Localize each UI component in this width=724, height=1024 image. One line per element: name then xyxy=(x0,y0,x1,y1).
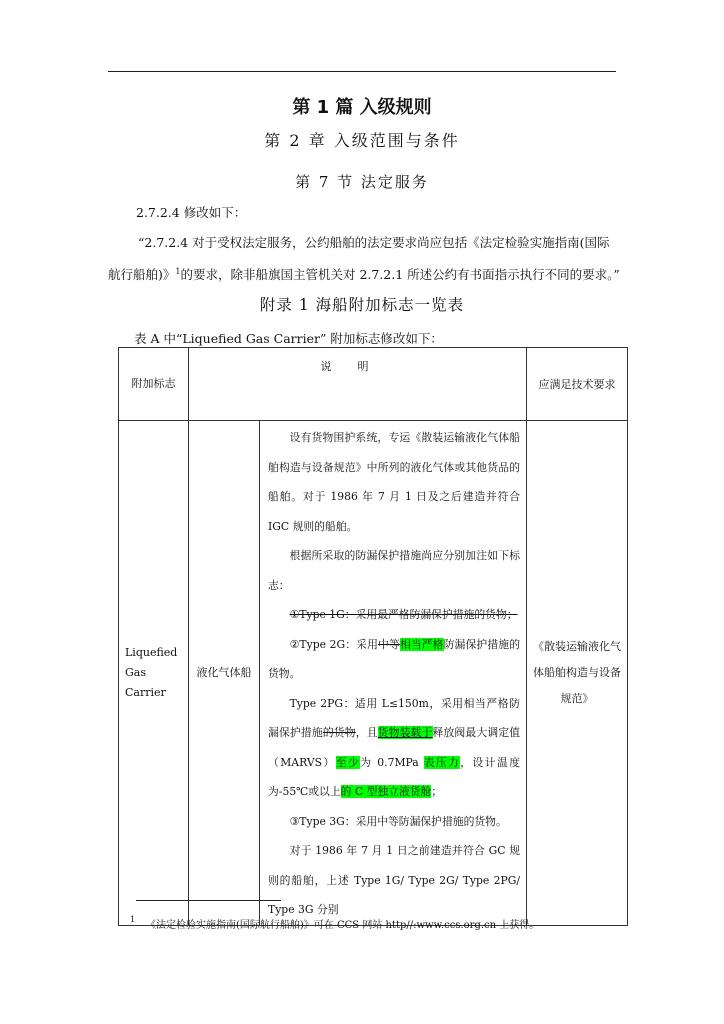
desc-type-2g-d: 防漏保护措施的货物。 xyxy=(268,637,521,680)
part-title: 第 1 篇 入级规则 xyxy=(292,97,432,118)
desc-deleted-text: 中等 xyxy=(378,637,400,651)
desc-deleted-text: 的货物 xyxy=(322,726,356,739)
chapter-title: 第 2 章 入级范围与条件 xyxy=(264,131,460,150)
desc-para-5 xyxy=(268,689,520,807)
desc-type-2pg-g: 为 0.7MPa xyxy=(360,755,424,769)
desc-type-2pg-k: ； xyxy=(431,785,443,798)
technical-requirement: 《散装运输液化气体船舶构造与设备规范》 xyxy=(527,421,628,926)
desc-para-4 xyxy=(268,630,520,689)
desc-inserted-text: 货物装载于 xyxy=(377,726,433,739)
description-cell xyxy=(260,421,527,926)
desc-inserted-text: 的 C 型独立液货舱 xyxy=(340,785,432,798)
desc-para-6: ③Type 3G：采用中等防漏保护措施的货物。 xyxy=(289,814,507,828)
desc-inserted-text: 至少 xyxy=(335,755,361,769)
desc-type-2pg-i: ，设计温度为-55℃或以上 xyxy=(268,755,521,798)
quote-line-1: “2.7.2.4 对于受权法定服务，公约船舶的法定要求尚应包括《法定检验实施指南(国际 xyxy=(138,235,610,250)
header-description: 说明 xyxy=(189,348,527,421)
desc-type-2g-a: ②Type 2G：采用 xyxy=(289,637,379,651)
table-intro: 表 A 中“Liquefied Gas Carrier” 附加标志修改如下： xyxy=(134,331,443,346)
table-header-row xyxy=(119,348,628,421)
appendix-title: 附录 1 海船附加标志一览表 xyxy=(259,296,465,314)
desc-type-2pg-a: Type 2PG：适用 L≤150m，采用相当严格防漏保护措施 xyxy=(268,696,520,739)
quote-line-2-pre: 航行船舶)》 xyxy=(108,267,176,283)
desc-inserted-text: 表压力 xyxy=(423,755,461,769)
footnote-text: 《法定检验实施指南(国际航行船舶)》可在 CCS 网站 http//:www.ccs.org.cn 上获得。 xyxy=(146,920,540,931)
desc-para-3 xyxy=(268,600,520,630)
section-title: 第 7 节 法定服务 xyxy=(295,173,429,191)
ship-type: 液化气体船 xyxy=(189,421,260,926)
desc-para-7: 对于 1986 年 7 月 1 日之前建造并符合 GC 规则的船舶，上述 Type 1G/ Type 2G/ Type 2PG/ Type 3G 分别 xyxy=(268,844,520,916)
desc-type-1g: ①Type 1G：采用最严格防漏保护措施的货物； xyxy=(289,608,518,621)
desc-para-2: 根据所采取的防漏保护措施尚应分别加注如下标志： xyxy=(268,549,520,592)
desc-type-2pg-c: ，且 xyxy=(355,726,378,739)
footnote-reference: 1 xyxy=(175,267,181,276)
desc-type-2pg-e: 释放阀最大调定值（MARVS） xyxy=(268,726,521,769)
quote-line-2 xyxy=(108,262,628,285)
notation-table xyxy=(118,347,628,926)
header-rule xyxy=(108,71,616,72)
header-notation: 附加标志 xyxy=(119,348,189,421)
notation-label: Liquefied Gas Carrier xyxy=(119,421,189,926)
quote-line-2-post: 的要求，除非船旗国主管机关对 2.7.2.1 所述公约有书面指示执行不同的要求。” xyxy=(180,267,620,283)
footnote-number: 1 xyxy=(130,915,136,924)
header-requirement: 应满足技术要求 xyxy=(527,348,628,421)
amendment-intro: 2.7.2.4 修改如下： xyxy=(136,205,247,220)
desc-para-1: 设有货物围护系统，专运《散装运输液化气体船舶构造与设备规范》中所列的液化气体或其他货品的船舶。对于 1986 年 7 月 1 日及之后建造并符合 IGC 规则的船舶。 xyxy=(268,431,520,533)
table-row xyxy=(119,421,628,926)
footnote-rule xyxy=(136,900,281,901)
desc-inserted-text: 相当严格 xyxy=(399,637,444,651)
